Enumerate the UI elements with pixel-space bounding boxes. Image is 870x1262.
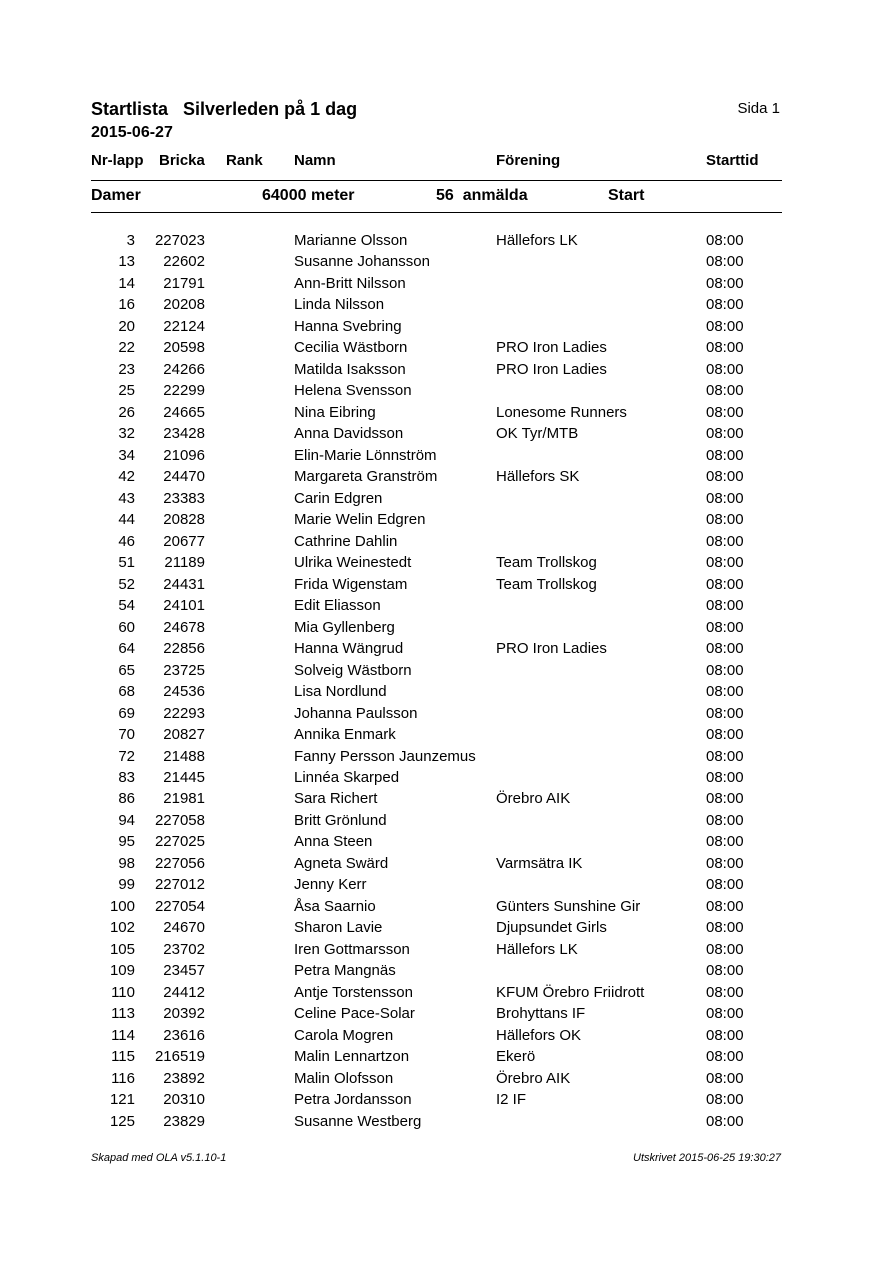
table-row [0,748,870,770]
cell-nr: 51 [118,554,135,572]
cell-name: Susanne Westberg [294,1112,422,1130]
col-header-club: Förening [496,152,561,169]
table-row [0,619,870,641]
cell-bricka: 20828 [163,511,205,529]
cell-start: 08:00 [706,339,744,357]
table-row [0,769,870,791]
cell-nr: 25 [118,382,135,400]
cell-nr: 13 [118,253,135,271]
cell-bricka: 23457 [163,962,205,980]
cell-bricka: 21096 [163,446,205,464]
cell-name: Cecilia Wästborn [294,339,408,357]
cell-club: Djupsundet Girls [496,919,607,937]
cell-start: 08:00 [706,769,744,786]
cell-start: 08:00 [706,296,744,314]
cell-name: Johanna Paulsson [294,704,418,722]
cell-club: PRO Iron Ladies [496,360,607,378]
table-row [0,404,870,426]
table-row [0,1070,870,1092]
cell-nr: 52 [118,575,135,593]
table-row [0,361,870,383]
header-divider [91,180,782,181]
cell-nr: 44 [118,511,135,529]
cell-name: Anna Davidsson [294,425,404,443]
cell-start: 08:00 [706,704,744,722]
cell-nr: 54 [118,597,135,615]
cell-start: 08:00 [706,317,744,335]
cell-bricka: 22124 [163,317,205,335]
cell-club: Günters Sunshine Gir [496,897,641,915]
cell-nr: 100 [109,897,135,915]
cell-start: 08:00 [706,854,744,872]
cell-bricka: 24266 [163,360,205,378]
cell-nr: 95 [118,833,135,851]
cell-bricka: 227056 [154,854,205,872]
cell-nr: 60 [118,618,135,636]
table-row [0,275,870,297]
cell-start: 08:00 [706,640,744,658]
table-row [0,318,870,340]
cell-start: 08:00 [706,489,744,507]
cell-bricka: 227054 [154,897,205,915]
cell-nr: 23 [118,360,135,378]
cell-nr: 125 [109,1112,135,1130]
class-registered: 56 anmälda [436,187,528,204]
cell-bricka: 23725 [163,661,205,679]
cell-name: Jenny Kerr [294,876,367,894]
table-row [0,1005,870,1027]
cell-start: 08:00 [706,1005,744,1023]
cell-bricka: 24470 [163,468,205,486]
cell-club: KFUM Örebro Friidrott [496,983,645,1001]
table-row [0,855,870,877]
cell-bricka: 24665 [163,403,205,421]
cell-name: Elin-Marie Lönnström [294,446,437,464]
cell-nr: 26 [118,403,135,421]
cell-name: Carola Mogren [294,1026,394,1044]
cell-bricka: 23702 [163,940,205,958]
table-row [0,790,870,812]
cell-start: 08:00 [706,962,744,980]
cell-name: Sara Richert [294,790,378,808]
cell-name: Malin Olofsson [294,1069,394,1087]
cell-name: Solveig Wästborn [294,661,412,679]
table-row [0,683,870,705]
cell-start: 08:00 [706,1112,744,1130]
cell-bricka: 20392 [163,1005,205,1023]
cell-start: 08:00 [706,403,744,421]
cell-bricka: 22856 [163,640,205,658]
cell-bricka: 23892 [163,1069,205,1087]
cell-start: 08:00 [706,382,744,400]
col-header-nr: Nr-lapp [91,152,144,169]
footer-created: Skapad med OLA v5.1.10-1 [91,1152,227,1164]
cell-bricka: 24431 [163,575,205,593]
cell-nr: 105 [109,940,135,958]
cell-nr: 109 [109,962,135,980]
cell-name: Edit Eliasson [294,597,381,615]
table-row [0,232,870,254]
cell-name: Celine Pace-Solar [294,1005,415,1023]
table-row [0,984,870,1006]
table-row [0,425,870,447]
cell-start: 08:00 [706,511,744,529]
page-title: Startlista Silverleden på 1 dag [91,99,358,119]
table-row [0,447,870,469]
cell-nr: 114 [111,1026,135,1044]
cell-bricka: 23428 [163,425,205,443]
cell-nr: 116 [111,1069,135,1087]
cell-bricka: 20598 [163,339,205,357]
table-row [0,1113,870,1135]
cell-bricka: 24670 [163,919,205,937]
cell-bricka: 227023 [154,232,205,249]
table-row [0,490,870,512]
cell-bricka: 20208 [163,296,205,314]
cell-nr: 46 [118,532,135,550]
cell-nr: 98 [118,854,135,872]
cell-start: 08:00 [706,425,744,443]
cell-nr: 102 [109,919,135,937]
cell-bricka: 21189 [164,554,205,572]
cell-name: Hanna Wängrud [294,640,404,658]
cell-start: 08:00 [706,661,744,679]
cell-club: Brohyttans IF [496,1005,586,1023]
cell-name: Carin Edgren [294,489,383,507]
cell-name: Antje Torstensson [294,983,413,1001]
cell-bricka: 216519 [154,1048,205,1066]
class-distance: 64000 meter [262,187,355,204]
cell-bricka: 23829 [163,1112,205,1130]
cell-bricka: 24412 [163,983,205,1001]
cell-nr: 16 [118,296,135,314]
cell-bricka: 22299 [163,382,205,400]
cell-nr: 121 [109,1091,135,1109]
cell-club: Lonesome Runners [496,403,627,421]
cell-bricka: 20677 [163,532,205,550]
col-header-bricka: Bricka [159,152,205,169]
cell-start: 08:00 [706,618,744,636]
cell-name: Petra Jordansson [294,1091,412,1109]
cell-club: Hällefors SK [496,468,580,486]
cell-start: 08:00 [706,597,744,615]
class-name: Damer [91,187,141,204]
footer-printed: Utskrivet 2015-06-25 19:30:27 [633,1152,781,1164]
cell-name: Annika Enmark [294,726,396,744]
table-row [0,705,870,727]
cell-nr: 64 [118,640,135,658]
cell-start: 08:00 [706,468,744,486]
cell-nr: 43 [118,489,135,507]
cell-nr: 42 [118,468,135,486]
cell-start: 08:00 [706,253,744,271]
cell-bricka: 24678 [163,618,205,636]
cell-club: Hällefors OK [496,1026,582,1044]
cell-nr: 68 [118,683,135,701]
cell-start: 08:00 [706,683,744,701]
cell-name: Mia Gyllenberg [294,618,395,636]
cell-nr: 113 [111,1005,135,1023]
cell-start: 08:00 [706,575,744,593]
table-row [0,468,870,490]
cell-club: Team Trollskog [496,554,597,572]
cell-name: Åsa Saarnio [294,897,376,915]
cell-start: 08:00 [706,1048,744,1066]
cell-nr: 14 [118,274,135,292]
table-row [0,726,870,748]
cell-club: Hällefors LK [496,232,578,249]
cell-name: Frida Wigenstam [294,575,408,593]
class-divider [91,212,782,213]
page-number: Sida 1 [737,100,780,117]
table-row [0,511,870,533]
cell-name: Fanny Persson Jaunzemus [294,747,476,765]
cell-name: Petra Mangnäs [294,962,396,980]
cell-start: 08:00 [706,833,744,851]
cell-club: PRO Iron Ladies [496,640,607,658]
cell-name: Ann-Britt Nilsson [294,274,406,292]
cell-bricka: 227012 [154,876,205,894]
cell-nr: 20 [118,317,135,335]
cell-nr: 115 [111,1048,135,1066]
cell-nr: 3 [126,232,135,249]
cell-nr: 34 [118,446,135,464]
cell-name: Sharon Lavie [294,919,383,937]
cell-bricka: 21981 [163,790,205,808]
cell-bricka: 20827 [163,726,205,744]
cell-bricka: 21791 [163,274,205,292]
cell-name: Britt Grönlund [294,811,387,829]
cell-nr: 22 [118,339,135,357]
cell-nr: 32 [118,425,135,443]
class-start-label: Start [608,187,645,204]
cell-start: 08:00 [706,274,744,292]
cell-nr: 83 [118,769,135,786]
cell-bricka: 22293 [163,704,205,722]
cell-club: Varmsätra IK [496,854,583,872]
col-header-name: Namn [294,152,336,169]
table-row [0,898,870,920]
table-row [0,640,870,662]
cell-name: Marie Welin Edgren [294,511,426,529]
cell-name: Malin Lennartzon [294,1048,410,1066]
table-row [0,941,870,963]
cell-start: 08:00 [706,360,744,378]
table-row [0,962,870,984]
cell-bricka: 21488 [163,747,205,765]
cell-nr: 69 [118,704,135,722]
cell-name: Margareta Granström [294,468,438,486]
cell-bricka: 23616 [163,1026,205,1044]
cell-name: Lisa Nordlund [294,683,387,701]
event-date: 2015-06-27 [91,124,173,141]
cell-club: PRO Iron Ladies [496,339,607,357]
cell-club: Hällefors LK [496,940,578,958]
table-row [0,919,870,941]
table-row [0,1091,870,1113]
cell-bricka: 20310 [163,1091,205,1109]
cell-start: 08:00 [706,726,744,744]
cell-start: 08:00 [706,554,744,572]
col-header-start: Starttid [706,152,759,169]
cell-start: 08:00 [706,232,744,249]
cell-name: Iren Gottmarsson [294,940,410,958]
table-row [0,576,870,598]
table-row [0,812,870,834]
table-row [0,833,870,855]
cell-start: 08:00 [706,790,744,808]
cell-name: Marianne Olsson [294,232,408,249]
cell-name: Susanne Johansson [294,253,430,271]
cell-nr: 65 [118,661,135,679]
cell-nr: 110 [111,983,135,1001]
cell-name: Anna Steen [294,833,373,851]
cell-nr: 72 [118,747,135,765]
cell-club: Örebro AIK [496,1069,571,1087]
cell-name: Hanna Svebring [294,317,402,335]
cell-bricka: 21445 [163,769,205,786]
cell-club: I2 IF [496,1091,527,1109]
table-row [0,1048,870,1070]
cell-nr: 86 [118,790,135,808]
cell-start: 08:00 [706,1091,744,1109]
cell-start: 08:00 [706,446,744,464]
cell-bricka: 22602 [163,253,205,271]
table-row [0,876,870,898]
col-header-rank: Rank [226,152,263,169]
table-row [0,1027,870,1049]
cell-name: Agneta Swärd [294,854,389,872]
cell-start: 08:00 [706,811,744,829]
cell-bricka: 227025 [154,833,205,851]
cell-start: 08:00 [706,897,744,915]
cell-start: 08:00 [706,1069,744,1087]
table-row [0,662,870,684]
cell-start: 08:00 [706,876,744,894]
table-row [0,253,870,275]
cell-start: 08:00 [706,983,744,1001]
cell-bricka: 227058 [154,811,205,829]
cell-name: Ulrika Weinestedt [294,554,412,572]
cell-start: 08:00 [706,940,744,958]
cell-start: 08:00 [706,919,744,937]
cell-name: Linnéa Skarped [294,769,400,786]
table-row [0,533,870,555]
table-row [0,296,870,318]
cell-name: Linda Nilsson [294,296,385,314]
cell-start: 08:00 [706,1026,744,1044]
table-row [0,339,870,361]
cell-start: 08:00 [706,532,744,550]
table-row [0,382,870,404]
cell-club: Team Trollskog [496,575,597,593]
cell-bricka: 24101 [163,597,205,615]
cell-club: OK Tyr/MTB [496,425,579,443]
cell-name: Cathrine Dahlin [294,532,398,550]
cell-start: 08:00 [706,747,744,765]
cell-bricka: 23383 [163,489,205,507]
cell-club: Ekerö [496,1048,536,1066]
table-row [0,597,870,619]
table-row [0,554,870,576]
cell-nr: 70 [118,726,135,744]
cell-nr: 99 [118,876,135,894]
cell-name: Helena Svensson [294,382,412,400]
cell-nr: 94 [118,811,135,829]
cell-bricka: 24536 [163,683,205,701]
cell-name: Matilda Isaksson [294,360,406,378]
cell-name: Nina Eibring [294,403,376,421]
cell-club: Örebro AIK [496,790,571,808]
